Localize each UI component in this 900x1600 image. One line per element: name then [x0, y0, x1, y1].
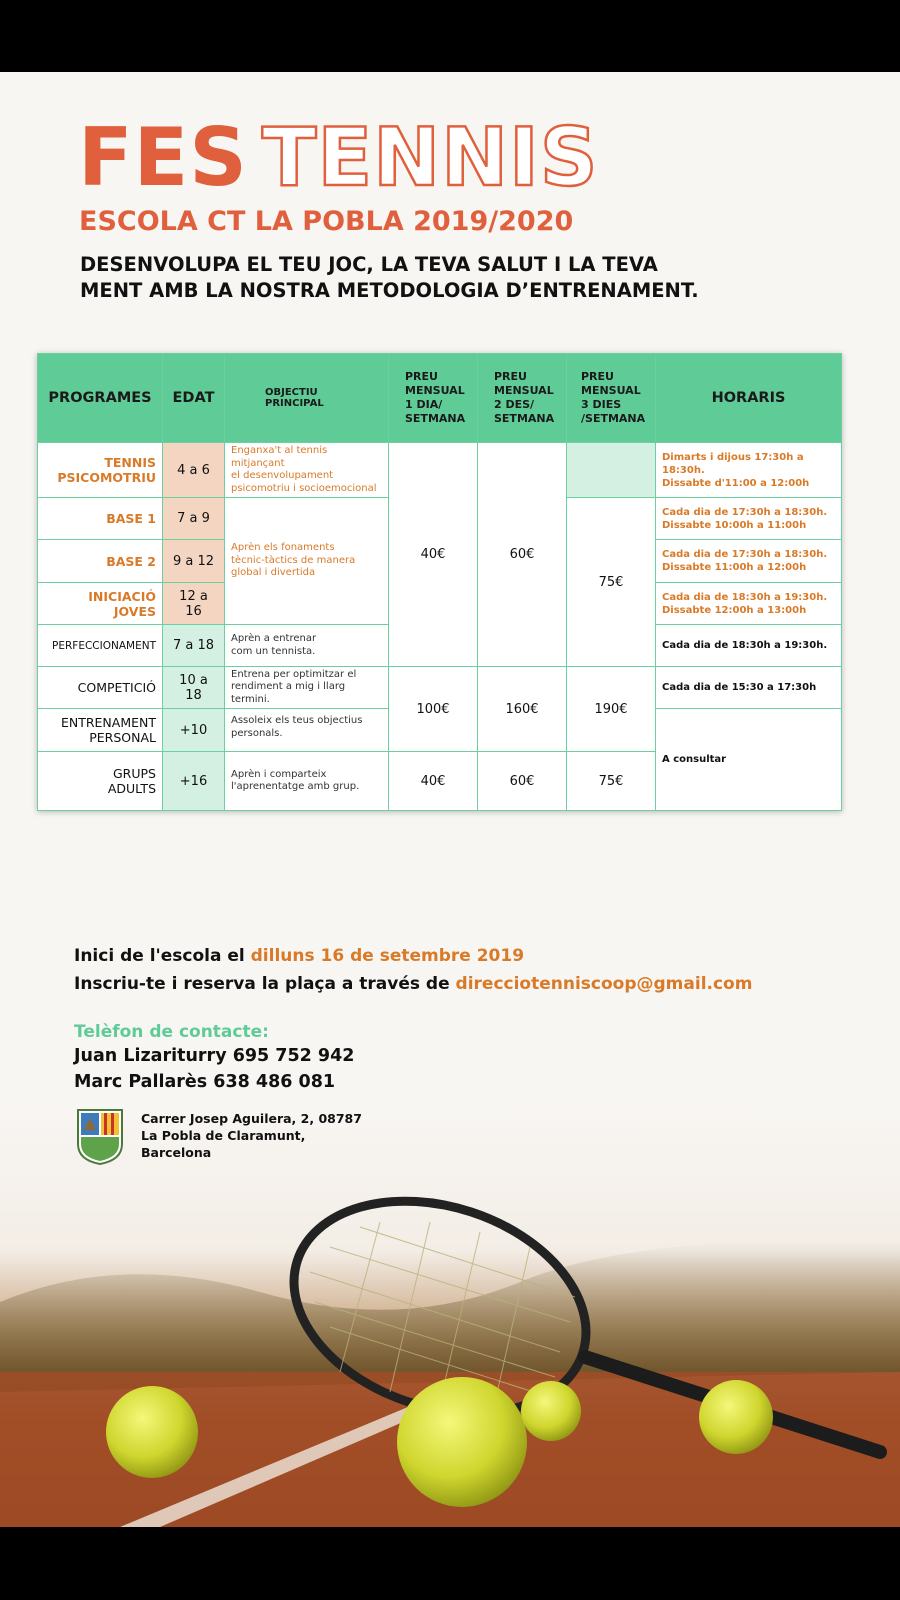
- price-group3-1dia: 40€: [389, 752, 478, 811]
- header-preu-3-dies: PREU MENSUAL 3 DIES /SETMANA: [567, 354, 656, 443]
- program-base-1: BASE 1: [38, 498, 163, 540]
- tennis-ball-icon: [521, 1381, 581, 1441]
- schedule-perfeccionament: Cada dia de 18:30h a 19:30h.: [656, 625, 842, 667]
- program-competicio: COMPETICIÓ: [38, 667, 163, 709]
- enroll-line: Inscriu-te i reserva la plaça a través de direcciotenniscoop@gmail.com: [74, 974, 753, 994]
- table-header-row: [38, 354, 842, 443]
- price-group2-1dia: 100€: [389, 667, 478, 752]
- price-group1-3dies: 75€: [567, 498, 656, 667]
- address: Carrer Josep Aguilera, 2, 08787 La Pobla de Claramunt, Barcelona: [141, 1111, 362, 1160]
- age-base-1: 7 a 9: [163, 498, 225, 540]
- age-competicio: 10 a 18: [163, 667, 225, 709]
- start-date: dilluns 16 de setembre 2019: [250, 946, 525, 966]
- program-base-2: BASE 2: [38, 540, 163, 583]
- tennis-ball-icon: [106, 1386, 198, 1478]
- schedule-competicio: Cada dia de 15:30 a 17:30h: [656, 667, 842, 709]
- header-objectiu: OBJECTIU PRINCIPAL: [225, 354, 389, 443]
- tennis-ball-icon: [699, 1380, 773, 1454]
- poster-tagline: [80, 252, 840, 304]
- header-horaris: HORARIS: [656, 354, 842, 443]
- program-iniciacio-joves: INICIACIÓ JOVES: [38, 583, 163, 625]
- header-preu-1-dia: PREU MENSUAL 1 DIA/ SETMANA: [389, 354, 478, 443]
- schedule-a-consultar: A consultar: [656, 709, 842, 811]
- title-word-tennis: TENNIS: [261, 111, 599, 204]
- objective-entrenament: Assoleix els teus objectius personals.: [225, 709, 389, 752]
- contact-person-1: Juan Lizariturry 695 752 942: [74, 1046, 355, 1066]
- program-perfeccionament: PERFECCIONAMENT: [38, 625, 163, 667]
- contact-heading: Telèfon de contacte:: [74, 1022, 269, 1042]
- objective-base: Aprèn els fonaments tècnic-tàctics de manera global i divertida: [225, 498, 389, 625]
- schedule-base-1: Cada dia de 17:30h a 18:30h. Dissabte 10:00h a 11:00h: [656, 498, 842, 540]
- bottom-black-bar: [0, 1527, 900, 1600]
- club-crest-icon: [76, 1108, 124, 1166]
- objective-perfeccionament: Aprèn a entrenar com un tennista.: [225, 625, 389, 667]
- price-group3-2dies: 60€: [478, 752, 567, 811]
- programs-table: [37, 353, 842, 811]
- price-group1-2dies: 60€: [478, 443, 567, 667]
- tagline-line-1: DESENVOLUPA EL TEU JOC, LA TEVA SALUT I LA TEVA: [80, 253, 658, 276]
- school-start-line: Inici de l'escola el dilluns 16 de setembre 2019: [74, 946, 525, 966]
- table-row: [38, 667, 842, 709]
- age-entrenament: +10: [163, 709, 225, 752]
- poster-title: [78, 111, 599, 204]
- program-tennis-psicomotriu: TENNIS PSICOMOTRIU: [38, 443, 163, 498]
- price-group2-2dies: 160€: [478, 667, 567, 752]
- header-programes: PROGRAMES: [38, 354, 163, 443]
- schedule-tennis: Dimarts i dijous 17:30h a 18:30h. Dissabte d'11:00 a 12:00h: [656, 443, 842, 498]
- tennis-ball-icon: [397, 1377, 527, 1507]
- top-black-bar: [0, 0, 900, 72]
- program-entrenament-personal: ENTRENAMENT PERSONAL: [38, 709, 163, 752]
- price-empty-cell: [567, 443, 656, 498]
- schedule-base-2: Cada dia de 17:30h a 18:30h. Dissabte 11:00h a 12:00h: [656, 540, 842, 583]
- price-group2-3dies: 190€: [567, 667, 656, 752]
- schedule-iniciacio: Cada dia de 18:30h a 19:30h. Dissabte 12:00h a 13:00h: [656, 583, 842, 625]
- age-iniciacio: 12 a 16: [163, 583, 225, 625]
- program-grups-adults: GRUPS ADULTS: [38, 752, 163, 811]
- poster-subtitle: ESCOLA CT LA POBLA 2019/2020: [79, 206, 574, 237]
- price-group3-3dies: 75€: [567, 752, 656, 811]
- contact-person-2: Marc Pallarès 638 486 081: [74, 1072, 336, 1092]
- objective-grups: Aprèn i comparteix l'aprenentatge amb grup.: [225, 752, 389, 811]
- tennis-court-photo: [0, 1102, 900, 1527]
- objective-tennis: Enganxa't al tennis mitjançant el desenvolupament psicomotriu i socioemocional: [225, 443, 389, 498]
- title-word-fes: FES: [78, 111, 248, 204]
- age-perfeccionament: 7 a 18: [163, 625, 225, 667]
- objective-competicio: Entrena per optimitzar el rendiment a mig i llarg termini.: [225, 667, 389, 709]
- age-grups: +16: [163, 752, 225, 811]
- table-row: [38, 443, 842, 498]
- header-edat: EDAT: [163, 354, 225, 443]
- contact-email[interactable]: direcciotenniscoop@gmail.com: [455, 974, 753, 994]
- tagline-line-2: MENT AMB LA NOSTRA METODOLOGIA D’ENTRENAMENT.: [80, 279, 699, 302]
- poster: [0, 72, 900, 1527]
- price-group1-1dia: 40€: [389, 443, 478, 667]
- age-tennis: 4 a 6: [163, 443, 225, 498]
- header-preu-2-dies: PREU MENSUAL 2 DES/ SETMANA: [478, 354, 567, 443]
- age-base-2: 9 a 12: [163, 540, 225, 583]
